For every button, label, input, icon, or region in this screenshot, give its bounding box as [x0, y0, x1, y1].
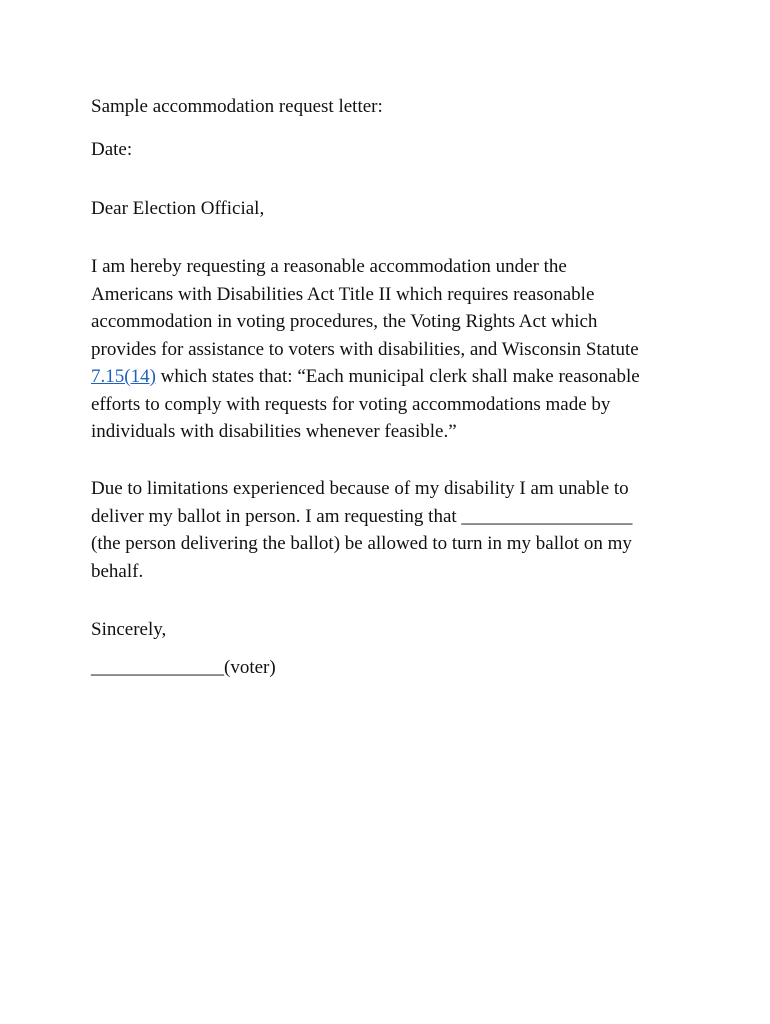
date-label: Date:	[91, 139, 133, 160]
paragraph-2-line: Due to limitations experienced because of my disability I am unable to	[91, 478, 629, 499]
statute-link[interactable]: 7.15(14)	[91, 366, 156, 387]
paragraph-2	[91, 475, 691, 585]
paragraph-2-line: (the person delivering the ballot) be allowed to turn in my ballot on my	[91, 533, 632, 554]
signature-line	[91, 654, 691, 682]
closing	[91, 616, 691, 644]
paragraph-1-line: Americans with Disabilities Act Title II which requires reasonable	[91, 283, 595, 305]
paragraph-1-line: efforts to comply with requests for voting accommodations made by	[91, 393, 611, 415]
salutation	[91, 195, 691, 223]
person-blank: __________________	[461, 505, 633, 527]
paragraph-2-line: behalf.	[91, 560, 144, 582]
signature-blank: ______________	[91, 657, 224, 678]
closing-text: Sincerely,	[91, 619, 167, 640]
paragraph-1-line: provides for assistance to voters with disabilities, and Wisconsin Statute	[91, 338, 639, 360]
paragraph-1-line	[91, 363, 691, 391]
paragraph-1-line: accommodation in voting procedures, the Voting Rights Act which	[91, 311, 598, 332]
heading-text: Sample accommodation request letter:	[91, 96, 383, 117]
date-line	[91, 136, 691, 164]
paragraph-1-line: I am hereby requesting a reasonable accommodation under the	[91, 256, 567, 277]
paragraph-1	[91, 253, 691, 446]
salutation-text: Dear Election Official,	[91, 198, 265, 219]
paragraph-2-line-2-text: deliver my ballot in person. I am requesting that	[91, 505, 462, 527]
paragraph-1-line-5-text: which states that: “Each municipal clerk shall make reasonable	[155, 366, 640, 387]
paragraph-1-line: individuals with disabilities whenever feasible.”	[91, 421, 457, 442]
letter-heading	[91, 93, 691, 121]
signature-label: (voter)	[224, 657, 276, 678]
paragraph-2-line	[91, 503, 691, 531]
